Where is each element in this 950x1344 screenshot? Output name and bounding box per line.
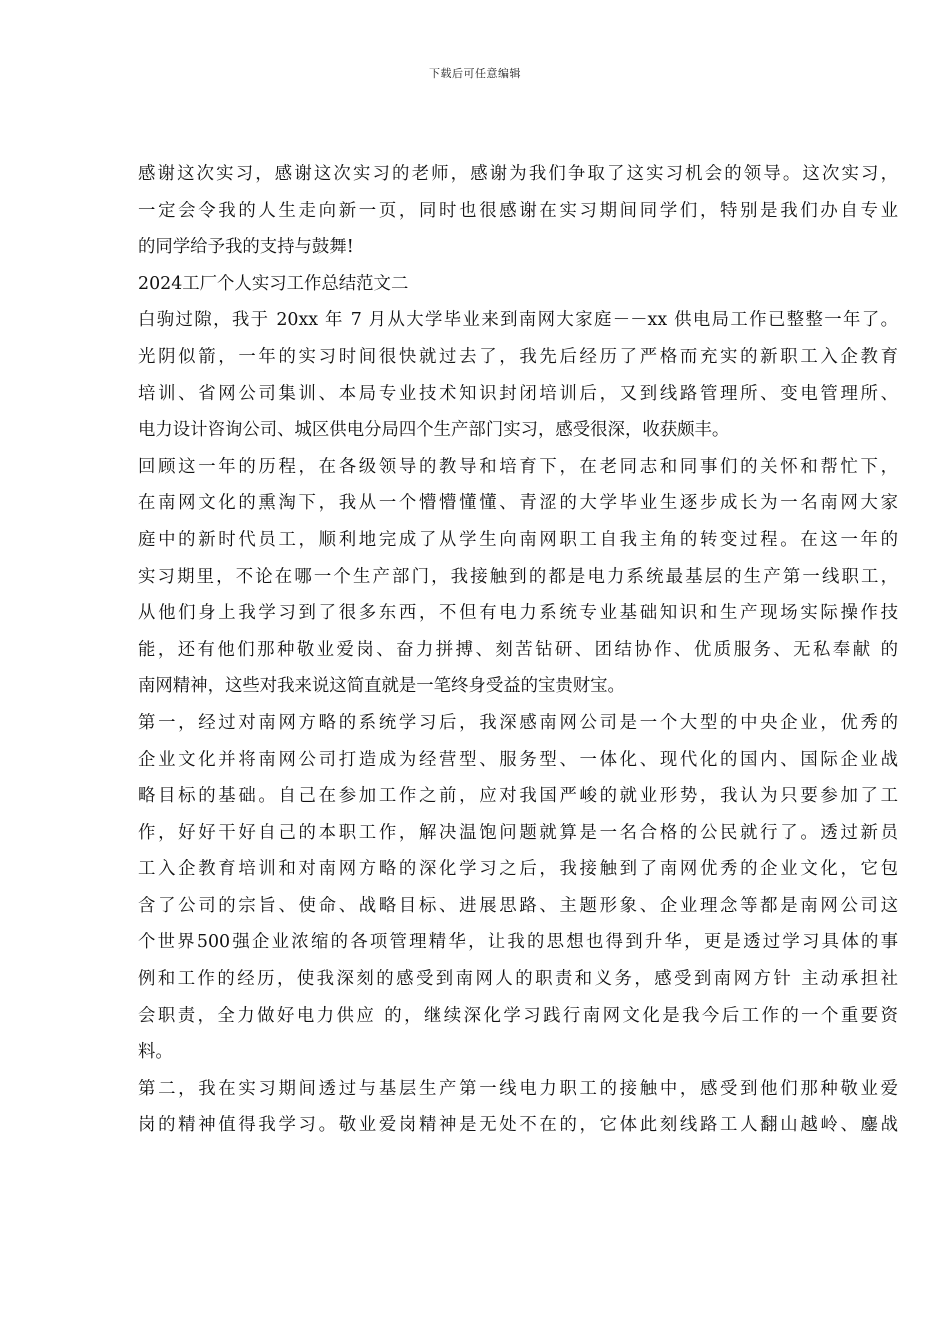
text-line: 岗的精神值得我学习。敬业爱岗精神是无处不在的，它体此刻线路工人翻山越岭、鏖战 bbox=[138, 1115, 898, 1136]
text-line: 感谢这次实习，感谢这次实习的老师，感谢为我们争取了这实习机会的领导。这次实习， bbox=[138, 164, 898, 184]
text-line: 第一，经过对南网方略的系统学习后，我深感南网公司是一个大型的中央企业，优秀的 bbox=[138, 712, 898, 733]
section-title: 2024工厂个人实习工作总结范文二 bbox=[138, 273, 409, 294]
page-header: 下载后可任意编辑 bbox=[429, 67, 521, 80]
text-line: 白驹过隙，我于 20xx 年 7 月从大学毕业来到南网大家庭－－xx 供电局工作已整整一年了。 bbox=[138, 310, 898, 331]
document-body bbox=[138, 156, 898, 1144]
text-line: 工入企教育培训和对南网方略的深化学习之后，我接触到了南网优秀的企业文化，它包 bbox=[138, 859, 898, 880]
text-line: 的同学给予我的支持与鼓舞! bbox=[138, 237, 354, 258]
text-line: 庭中的新时代员工，顺利地完成了从学生向南网职工自我主角的转变过程。在这一年的 bbox=[138, 529, 898, 550]
text-line: 含了公司的宗旨、使命、战略目标、进展思路、主题形象、企业理念等都是南网公司这 bbox=[138, 895, 898, 916]
text-line: 会职责，全力做好电力供应 的，继续深化学习践行南网文化是我今后工作的一个重要资 bbox=[138, 1005, 898, 1026]
text-line: 回顾这一年的历程，在各级领导的教导和培育下，在老同志和同事们的关怀和帮忙下， bbox=[138, 456, 898, 477]
text-line: 光阴似箭，一年的实习时间很快就过去了，我先后经历了严格而充实的新职工入企教育 bbox=[138, 346, 898, 367]
text-line: 电力设计咨询公司、城区供电分局四个生产部门实习，感受很深，收获颇丰。 bbox=[138, 420, 730, 441]
text-line: 企业文化并将南网公司打造成为经营型、服务型、一体化、现代化的国内、国际企业战 bbox=[138, 749, 898, 770]
text-line: 能，还有他们那种敬业爱岗、奋力拼搏、刻苦钻研、团结协作、优质服务、无私奉献 的 bbox=[138, 639, 898, 660]
text-line: 在南网文化的熏淘下，我从一个懵懵懂懂、青涩的大学毕业生逐步成长为一名南网大家 bbox=[138, 493, 898, 514]
text-line: 从他们身上我学习到了很多东西，不但有电力系统专业基础知识和生产现场实际操作技 bbox=[138, 603, 898, 624]
text-line: 第二，我在实习期间透过与基层生产第一线电力职工的接触中，感受到他们那种敬业爱 bbox=[138, 1078, 898, 1099]
text-line: 作，好好干好自己的本职工作，解决温饱问题就算是一名合格的公民就行了。透过新员 bbox=[138, 822, 898, 843]
text-line: 略目标的基础。自己在参加工作之前，应对我国严峻的就业形势，我认为只要参加了工 bbox=[138, 786, 898, 807]
text-line: 一定会令我的人生走向新一页，同时也很感谢在实习期间同学们，特别是我们办自专业 bbox=[138, 200, 898, 221]
text-line: 南网精神，这些对我来说这简直就是一笔终身受益的宝贵财宝。 bbox=[138, 676, 625, 697]
text-line: 料。 bbox=[138, 1042, 173, 1063]
text-line: 例和工作的经历，使我深刻的感受到南网人的职责和义务，感受到南网方针 主动承担社 bbox=[138, 969, 898, 990]
text-line: 培训、省网公司集训、本局专业技术知识封闭培训后，又到线路管理所、变电管理所、 bbox=[138, 383, 898, 404]
text-line: 实习期里，不论在哪一个生产部门，我接触到的都是电力系统最基层的生产第一线职工， bbox=[138, 566, 898, 587]
text-line: 个世界500强企业浓缩的各项管理精华，让我的思想也得到升华，更是透过学习具体的事 bbox=[138, 932, 898, 953]
